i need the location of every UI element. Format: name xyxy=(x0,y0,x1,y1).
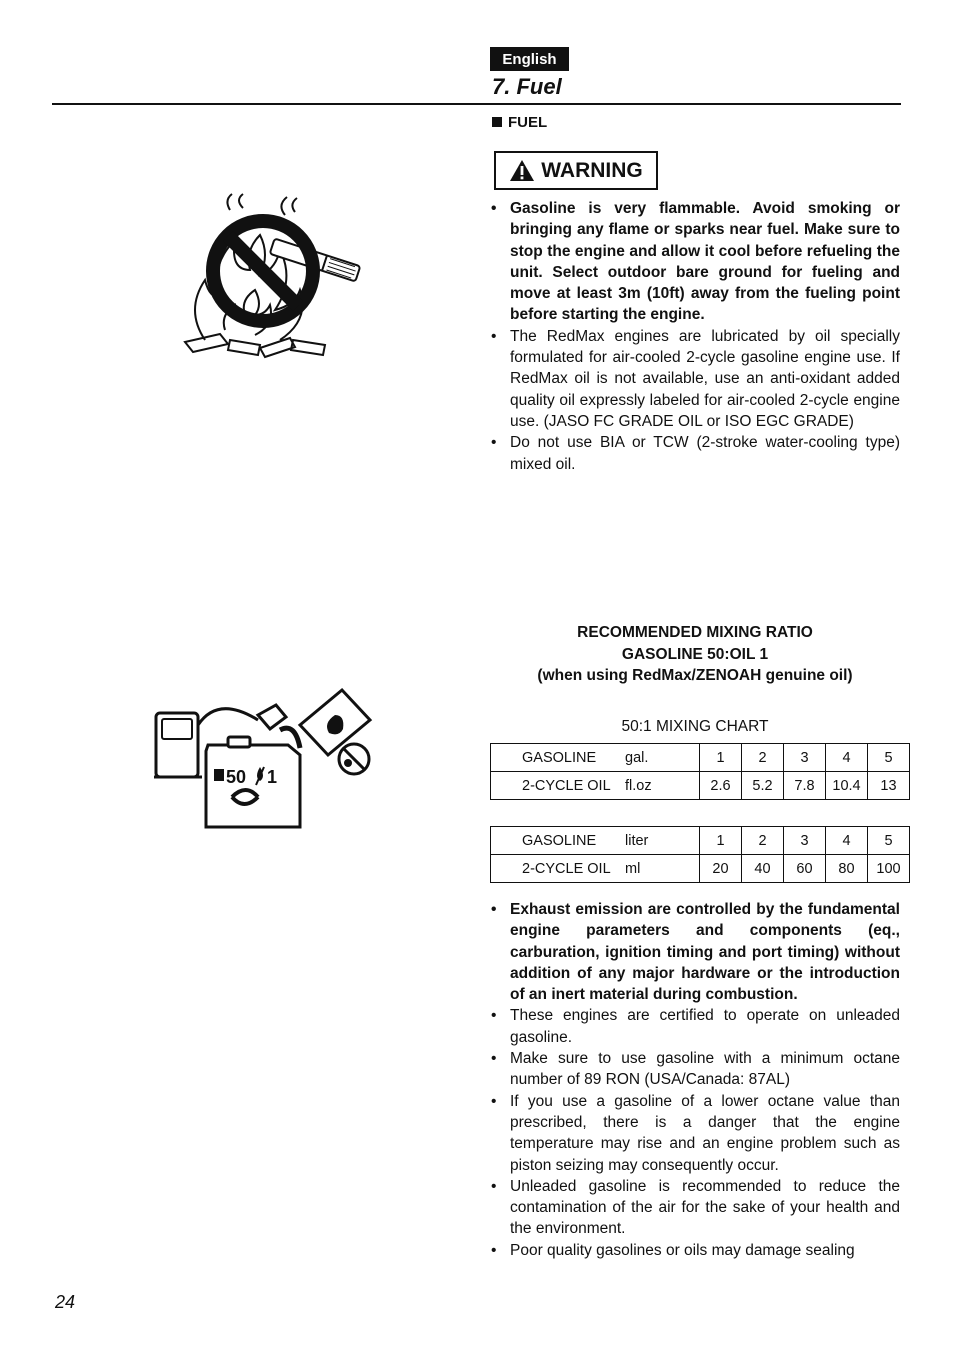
table-cell: 10.4 xyxy=(826,772,868,800)
table-row xyxy=(491,772,910,800)
table-cell: 1 xyxy=(700,827,742,855)
can-ratio-label: 50 xyxy=(226,767,247,787)
warning-box xyxy=(494,151,658,190)
table-cell: 5.2 xyxy=(742,772,784,800)
row-unit: gal. xyxy=(617,744,700,772)
table-cell: 80 xyxy=(826,855,868,883)
square-bullet-icon xyxy=(492,117,502,127)
table-row xyxy=(491,827,910,855)
section-title: 7. Fuel xyxy=(492,74,562,99)
table-cell: 2 xyxy=(742,827,784,855)
table-cell: 3 xyxy=(784,827,826,855)
bullet-item: • Unleaded gasoline is recommended to reduce the contamination of the air for the sake of your health and the environment. xyxy=(490,1176,900,1240)
fuel-heading-text: FUEL xyxy=(508,114,548,131)
recommended-line3: (when using RedMax/ZENOAH genuine oil) xyxy=(537,667,853,684)
table-row xyxy=(491,744,910,772)
table-cell: 7.8 xyxy=(784,772,826,800)
table-cell: 5 xyxy=(868,827,910,855)
row-unit: liter xyxy=(617,827,700,855)
mixing-table-imperial xyxy=(490,743,910,800)
row-unit: ml xyxy=(617,855,700,883)
mixing-table-metric xyxy=(490,826,910,883)
page-number: 24 xyxy=(55,1292,76,1312)
no-smoking-fire-illustration xyxy=(175,190,375,365)
table-cell: 3 xyxy=(784,744,826,772)
warning-triangle-icon xyxy=(509,159,535,182)
warning-label: WARNING xyxy=(541,158,643,182)
table-cell: 1 xyxy=(700,744,742,772)
row-label: 2-CYCLE OIL xyxy=(491,772,618,800)
fuel-heading xyxy=(492,114,547,131)
header-rule xyxy=(52,103,901,105)
table-cell: 20 xyxy=(700,855,742,883)
language-tab: English xyxy=(490,47,569,71)
row-unit: fl.oz xyxy=(617,772,700,800)
table-cell: 2.6 xyxy=(700,772,742,800)
recommended-ratio xyxy=(490,622,900,687)
table-row xyxy=(491,855,910,883)
table-cell: 60 xyxy=(784,855,826,883)
bullet-item: • Do not use BIA or TCW (2-stroke water-cooling type) mixed oil. xyxy=(490,432,900,475)
table-cell: 4 xyxy=(826,744,868,772)
fuel-mixing-illustration xyxy=(150,685,380,835)
bullet-item: • The RedMax engines are lubricated by oil specially formulated for air-cooled 2-cycle gasoline engine use. If RedMax oil is not available, use an anti-oxidant added quality oil expressly labeled for air-cooled 2-cycle engine use. (JASO FC GRADE OIL or ISO EGC GRADE) xyxy=(490,326,900,432)
bullet-item: • Exhaust emission are controlled by the fundamental engine parameters and components (eq., carburation, ignition timing and port timing) without addition of any major hardware or the introduction of an inert material during combustion. xyxy=(490,899,900,1005)
table-cell: 4 xyxy=(826,827,868,855)
bullet-item: • Gasoline is very flammable. Avoid smoking or bringing any flame or sparks near fuel. Make sure to stop the engine and allow it cool before refueling the unit. Select outdoor bare ground for fueling and move at least 3m (10ft) away from the fueling point before starting the engine. xyxy=(490,198,900,326)
emission-bullet-list xyxy=(490,899,900,1261)
recommended-line2: GASOLINE 50:OIL 1 xyxy=(621,645,769,663)
bullet-item: • Make sure to use gasoline with a minimum octane number of 89 RON (USA/Canada: 87AL) xyxy=(490,1048,900,1091)
bullet-item: • These engines are certified to operate on unleaded gasoline. xyxy=(490,1005,900,1048)
table-cell: 2 xyxy=(742,744,784,772)
can-ratio-suffix: 1 xyxy=(267,767,278,787)
row-label: GASOLINE xyxy=(491,744,618,772)
bullet-item: • If you use a gasoline of a lower octane value than prescribed, there is a danger that the engine temperature may rise and an engine problem such as piston seizing may consequently occur. xyxy=(490,1091,900,1176)
mixing-chart-title: 50:1 MIXING CHART xyxy=(621,718,769,735)
table-cell: 100 xyxy=(868,855,910,883)
bullet-item: • Poor quality gasolines or oils may damage sealing xyxy=(490,1240,900,1261)
table-cell: 40 xyxy=(742,855,784,883)
recommended-line1: RECOMMENDED MIXING RATIO xyxy=(577,624,813,641)
table-cell: 13 xyxy=(868,772,910,800)
table-cell: 5 xyxy=(868,744,910,772)
row-label: GASOLINE xyxy=(491,827,618,855)
warning-bullet-list xyxy=(490,198,900,475)
row-label: 2-CYCLE OIL xyxy=(491,855,618,883)
